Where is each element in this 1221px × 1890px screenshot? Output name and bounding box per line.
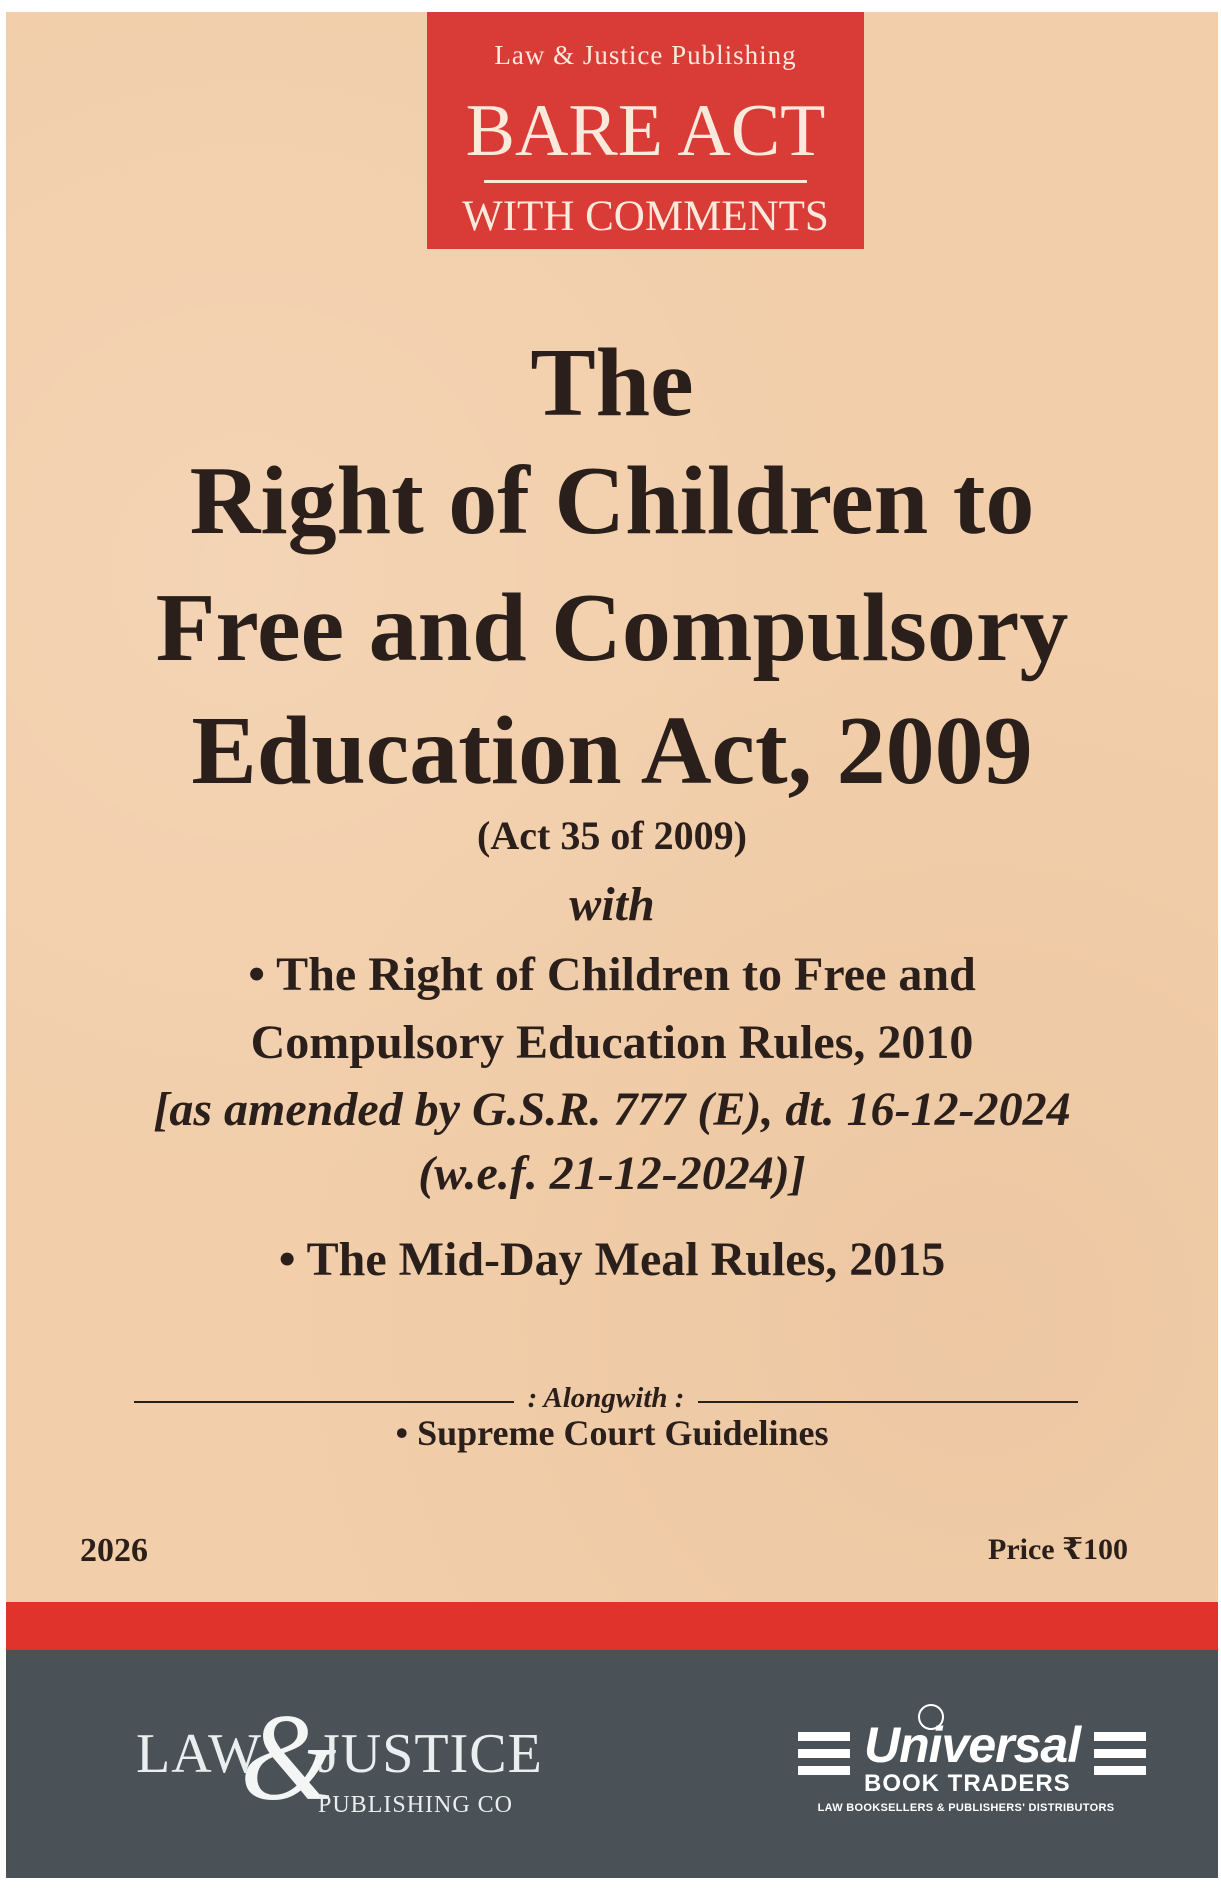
book-cover (6, 12, 1218, 1878)
logo-tagline: LAW BOOKSELLERS & PUBLISHERS' DISTRIBUTORS (817, 1802, 1115, 1814)
badge-divider (484, 180, 807, 183)
title-line-4: Education Act, 2009 (191, 697, 1033, 805)
bare-act-badge (427, 12, 864, 249)
logo-universal: Universal (864, 1717, 1081, 1773)
stripes-right-icon (1094, 1732, 1146, 1790)
price-label: Price ₹100 (988, 1533, 1128, 1566)
title-line-2: Right of Children to (189, 447, 1035, 555)
divider-line-right (698, 1401, 1078, 1403)
contents-item-2: • The Mid-Day Meal Rules, 2015 (278, 1233, 946, 1286)
logo-law: LAW (136, 1723, 263, 1785)
title-line-1: The (530, 329, 694, 437)
red-band (6, 1602, 1218, 1650)
logo-book-traders: BOOK TRADERS (864, 1770, 1071, 1797)
alongwith-label: : Alongwith : (527, 1382, 685, 1414)
amendment-line-1: [as amended by G.S.R. 777 (E), dt. 16-12-2024 (153, 1083, 1071, 1136)
logo-publishing: PUBLISHING CO (318, 1792, 514, 1818)
divider-line-left (134, 1401, 514, 1403)
title-line-3: Free and Compulsory (155, 574, 1069, 682)
logo-justice: JUSTICE (318, 1723, 543, 1785)
contents-item-1-line-2: Compulsory Education Rules, 2010 (250, 1016, 974, 1069)
logo-ampersand: & (240, 1689, 337, 1826)
stripes-left-icon (798, 1732, 850, 1790)
contents-item-1-line-1: • The Right of Children to Free and (248, 948, 976, 1001)
badge-publisher: Law & Justice Publishing (494, 40, 797, 70)
edition-year: 2026 (80, 1532, 148, 1569)
universal-book-traders-logo (786, 1712, 1146, 1822)
badge-with-comments: WITH COMMENTS (462, 193, 829, 240)
amendment-line-2: (w.e.f. 21-12-2024)] (418, 1147, 806, 1200)
with-label: with (569, 878, 655, 931)
badge-bare-act: BARE ACT (465, 90, 826, 172)
alongwith-item: • Supreme Court Guidelines (395, 1413, 829, 1453)
law-justice-logo (136, 1689, 543, 1826)
act-number: (Act 35 of 2009) (477, 813, 747, 858)
